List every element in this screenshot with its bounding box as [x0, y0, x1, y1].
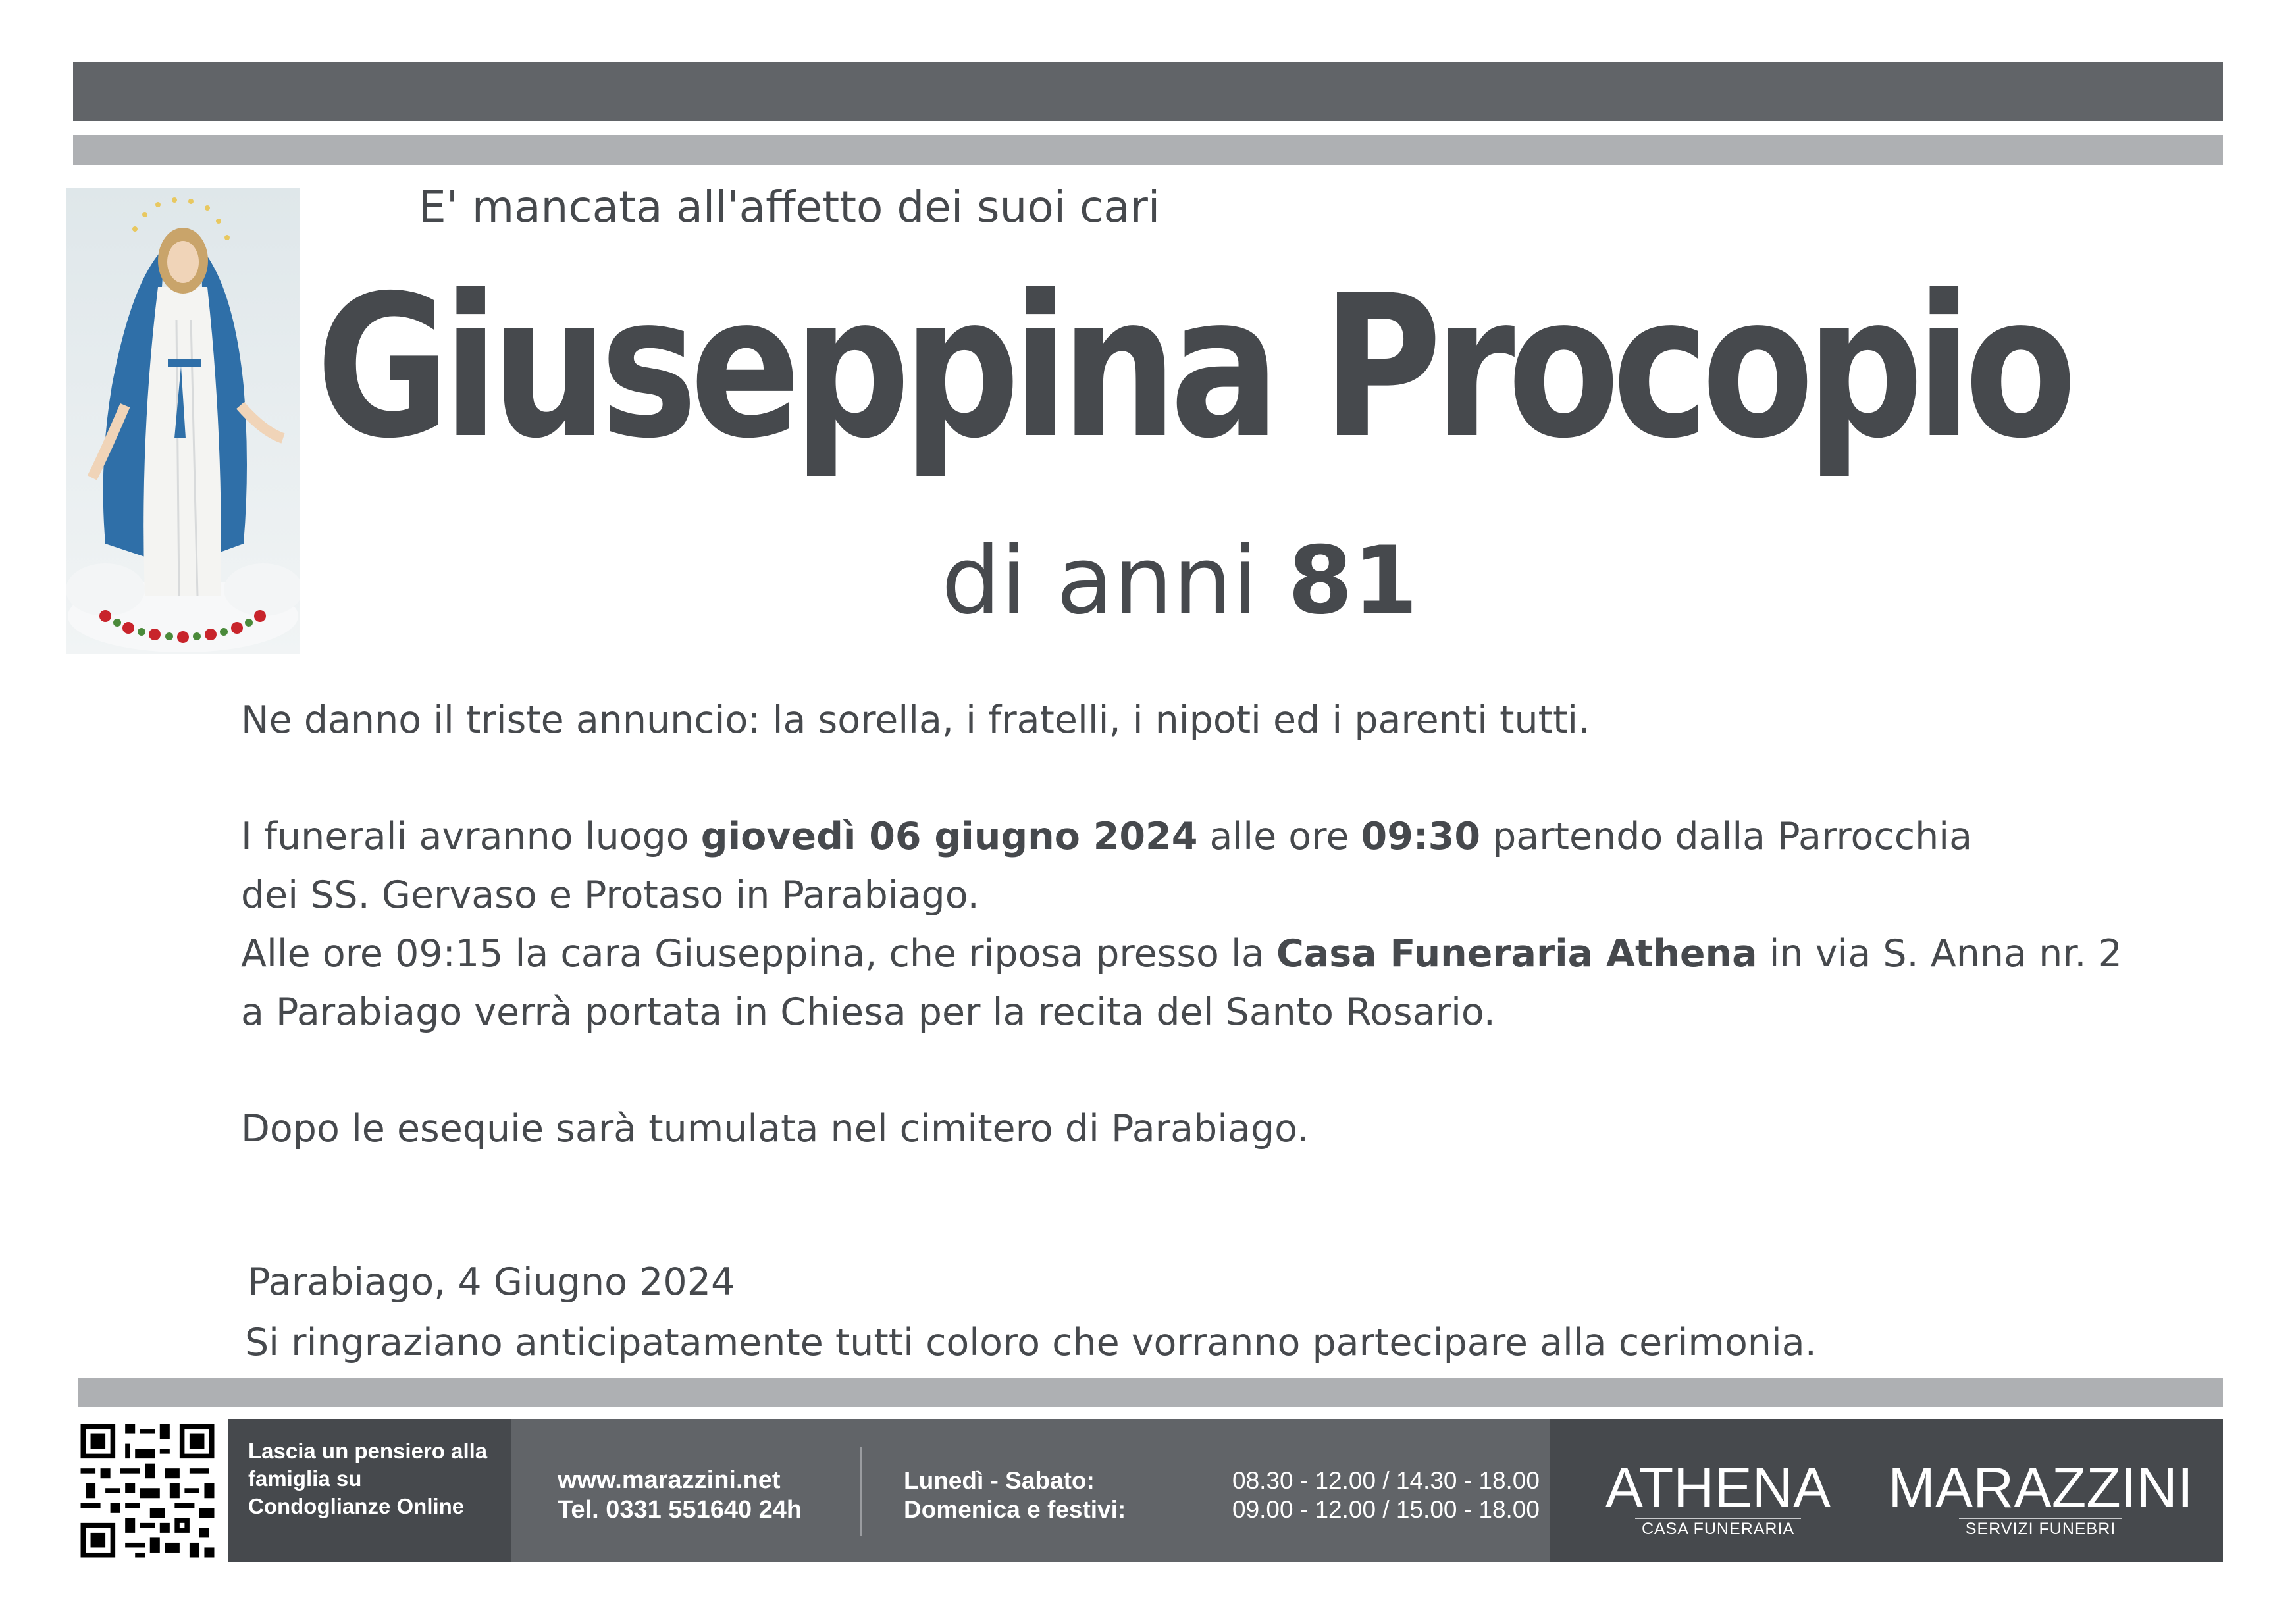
hours-holidays: 09.00 - 12.00 / 15.00 - 18.00: [1232, 1496, 1540, 1523]
marazzini-logo: [1876, 1458, 2205, 1539]
marazzini-name: MARAZZINI: [1888, 1456, 2193, 1520]
athena-subtitle: CASA FUNERARIA: [1635, 1518, 1801, 1539]
funeral-line-2: dei SS. Gervaso e Protaso in Parabiago.: [241, 873, 979, 917]
text-span: in via S. Anna nr. 2: [1757, 932, 2122, 975]
funeral-line-1: [241, 808, 2122, 866]
brands-panel: [1550, 1419, 2223, 1562]
funeral-line-4: a Parabiago verrà portata in Chiesa per la recita del Santo Rosario.: [241, 991, 1496, 1034]
condolences-link[interactable]: Lascia un pensiero alla famiglia su Condoglianze Online: [248, 1439, 488, 1518]
place-date: Parabiago, 4 Giugno 2024: [248, 1260, 735, 1304]
age-line: [941, 527, 1418, 635]
text-span: partendo dalla Parrocchia: [1480, 815, 1972, 858]
virgin-mary-image: [66, 188, 300, 654]
top-bar-dark: [73, 62, 2223, 121]
athena-logo: [1583, 1458, 1853, 1539]
deceased-name: Giuseppina Procopio: [316, 253, 2070, 482]
condolences-panel: [228, 1419, 511, 1562]
text-span: Alle ore 09:15 la cara Giuseppina, che riposa presso la: [241, 932, 1276, 975]
text-span: alle ore: [1197, 815, 1361, 858]
qr-code-icon[interactable]: [73, 1419, 222, 1562]
hours-weekdays: 08.30 - 12.00 / 14.30 - 18.00: [1232, 1467, 1540, 1494]
divider: [860, 1447, 862, 1536]
marazzini-subtitle: SERVIZI FUNEBRI: [1959, 1518, 2122, 1539]
hours-label-weekdays: Lunedì - Sabato:: [904, 1467, 1095, 1494]
announcement-paragraph: Ne danno il triste annuncio: la sorella, i fratelli, i nipoti ed i parenti tutti.: [241, 698, 1590, 742]
phone-number[interactable]: Tel. 0331 551640 24h: [558, 1496, 802, 1524]
footer: [73, 1419, 2223, 1562]
athena-name: ATHENA: [1605, 1456, 1831, 1520]
top-bar-light: [73, 135, 2223, 165]
intro-text: E' mancata all'affetto dei suoi cari: [419, 182, 1161, 232]
text-span: I funerali avranno luogo: [241, 815, 701, 858]
burial-paragraph: Dopo le esequie sarà tumulata nel cimitero di Parabiago.: [241, 1107, 1309, 1150]
funeral-paragraph: [241, 808, 2122, 1042]
contact-panel: [511, 1419, 1550, 1562]
age-prefix: di anni: [941, 527, 1259, 635]
funeral-home-name: Casa Funeraria Athena: [1276, 932, 1758, 975]
funeral-time: 09:30: [1361, 815, 1480, 858]
thanks-text: Si ringraziano anticipatamente tutti coloro che vorranno partecipare alla cerimonia.: [245, 1321, 1817, 1364]
website-link[interactable]: www.marazzini.net: [558, 1466, 781, 1494]
funeral-date: giovedì 06 giugno 2024: [700, 815, 1198, 858]
funeral-line-3: [241, 925, 2122, 983]
hours-label-holidays: Domenica e festivi:: [904, 1496, 1126, 1523]
bottom-bar-light: [78, 1378, 2223, 1407]
age-value: 81: [1288, 527, 1418, 635]
